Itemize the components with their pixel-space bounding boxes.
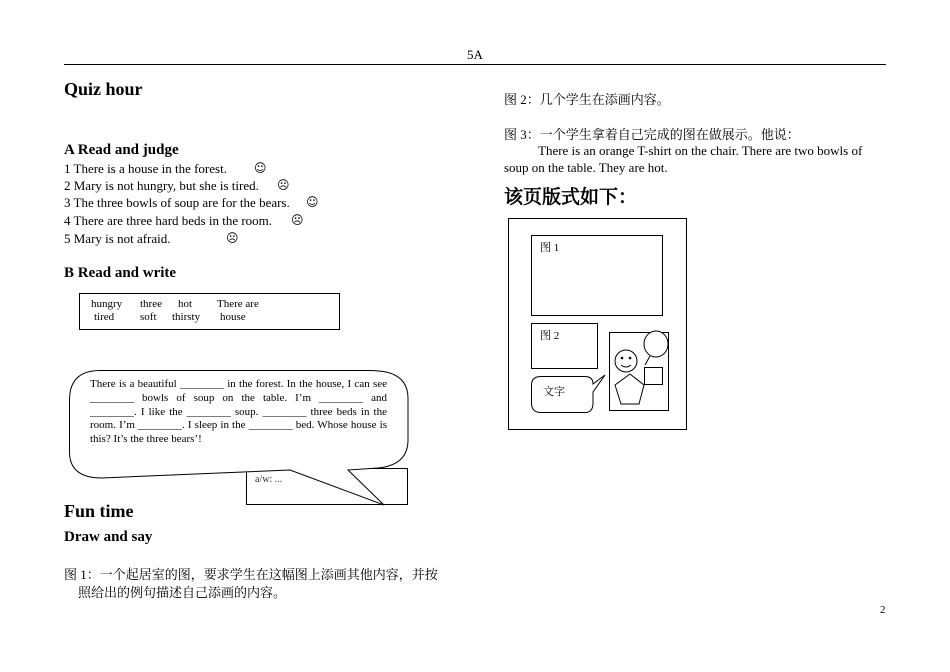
draw-and-say-subtitle: Draw and say bbox=[64, 529, 153, 545]
word-bank-word: There are bbox=[217, 298, 259, 310]
smile-face-icon: ☺ bbox=[254, 161, 267, 175]
sad-face-icon: ☹ bbox=[277, 178, 290, 192]
student-speech-line-1: There is an orange T-shirt on the chair. There are two bowls of bbox=[538, 143, 863, 158]
hidden-answer-label: a/w: ... bbox=[255, 474, 283, 485]
page-header-grade: 5A bbox=[467, 47, 483, 62]
judge-item-text: 4 There are three hard beds in the room. bbox=[64, 213, 273, 228]
judge-item-text: 3 The three bowls of soup are for the bears. bbox=[64, 195, 290, 210]
fill-in-passage: There is a beautiful ________ in the forest. In the house, I can see ________ bowls of soup on the table. I’m ________ and ________. I like the ________ soup. ________ three beds in the room. I’m ________. I sleep in the ________ bed. Whose house is this? It’s the three bears’! bbox=[90, 378, 387, 446]
judge-item-4 bbox=[64, 213, 272, 229]
person-eye bbox=[629, 357, 632, 360]
smile-face-icon: ☺ bbox=[306, 195, 319, 209]
figure-1-caption-line-1: 图 1：一个起居室的图，要求学生在这幅图上添画其他内容，并按 bbox=[64, 567, 438, 582]
judge-item-2 bbox=[64, 178, 259, 194]
judge-item-text: 2 Mary is not hungry, but she is tired. bbox=[64, 178, 259, 193]
section-b-heading: B Read and write bbox=[64, 265, 177, 281]
sad-face-icon: ☹ bbox=[291, 213, 304, 227]
figure-3-caption: 图 3：一个学生拿着自己完成的图在做展示。他说： bbox=[504, 127, 800, 142]
page-layout-diagram bbox=[505, 215, 690, 433]
fun-time-title: Fun time bbox=[64, 501, 134, 521]
page-number: 2 bbox=[880, 604, 886, 616]
word-bank-word: hot bbox=[178, 298, 193, 310]
word-bank-word: thirsty bbox=[172, 311, 201, 323]
thought-bubble-icon bbox=[644, 331, 668, 357]
word-bank-word: house bbox=[220, 311, 246, 323]
judge-item-text: 5 Mary is not afraid. bbox=[64, 231, 171, 246]
quiz-hour-title: Quiz hour bbox=[64, 79, 143, 99]
layout-figure-2-label: 图 2 bbox=[540, 330, 560, 342]
student-speech-line-2: soup on the table. They are hot. bbox=[504, 160, 668, 175]
word-bank-word: soft bbox=[140, 311, 157, 323]
word-bank-word: three bbox=[140, 298, 162, 310]
judge-item-1 bbox=[64, 161, 227, 177]
judge-item-5 bbox=[64, 231, 171, 247]
word-bank-box bbox=[79, 293, 340, 330]
word-bank-word: hungry bbox=[91, 298, 123, 310]
header-rule bbox=[64, 64, 886, 65]
judge-item-3 bbox=[64, 195, 290, 211]
sad-face-icon: ☹ bbox=[226, 231, 239, 245]
figure-1-caption-line-2: 照给出的例句描述自己添画的内容。 bbox=[78, 585, 287, 600]
layout-text-label: 文字 bbox=[543, 386, 565, 398]
layout-figure-1-label: 图 1 bbox=[540, 242, 560, 254]
section-a-heading: A Read and judge bbox=[64, 142, 179, 158]
figure-2-caption: 图 2：几个学生在添画内容。 bbox=[504, 92, 670, 107]
person-eye bbox=[621, 357, 624, 360]
person-face-icon bbox=[615, 350, 637, 372]
judge-item-text: 1 There is a house in the forest. bbox=[64, 161, 227, 176]
layout-title: 该页版式如下： bbox=[504, 186, 638, 208]
word-bank-word: tired bbox=[94, 311, 115, 323]
held-picture-box bbox=[645, 368, 663, 385]
